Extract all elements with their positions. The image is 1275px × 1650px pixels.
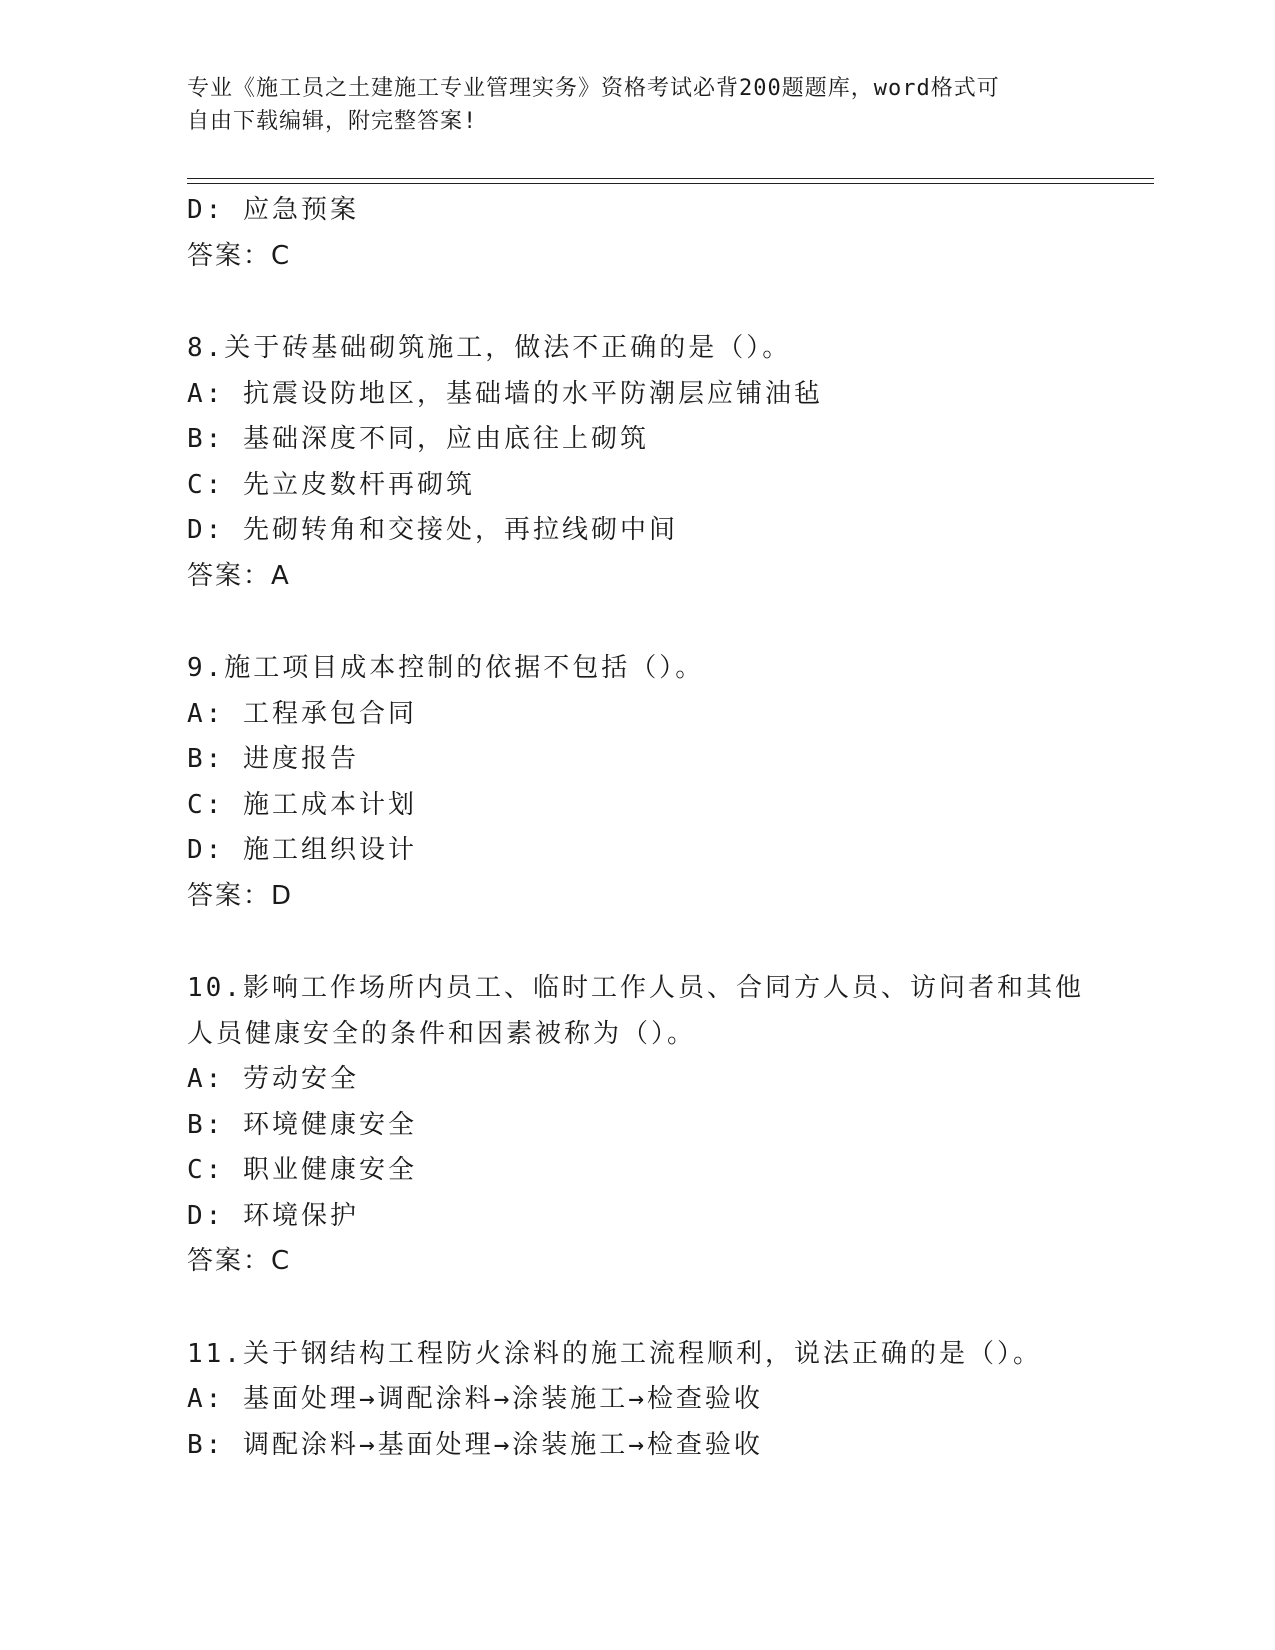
answer: 答案：C [187, 1246, 292, 1276]
header-divider-top [187, 178, 1154, 179]
option-a: A: 抗震设防地区，基础墙的水平防潮层应铺油毡 [187, 378, 823, 409]
option-b: B: 基础深度不同，应由底往上砌筑 [187, 424, 649, 454]
fragment-answer: 答案：C [187, 240, 292, 271]
answer: 答案：D [187, 880, 294, 911]
question-stem: 8.关于砖基础砌筑施工，做法不正确的是（）。 [187, 333, 792, 363]
question-stem-line-2: 人员健康安全的条件和因素被称为（）。 [187, 1018, 697, 1049]
option-b: B: 调配涂料→基面处理→涂装施工→检查验收 [187, 1429, 763, 1460]
header-line-2: 自由下载编辑，附完整答案! [187, 109, 478, 134]
document-header [187, 72, 1087, 138]
question-9 [187, 646, 1147, 919]
question-8 [187, 326, 1147, 599]
option-d: D: 施工组织设计 [187, 835, 417, 865]
header-divider-bottom [187, 183, 1154, 184]
fragment-option-d: D: 应急预案 [187, 195, 359, 225]
option-d: D: 先砌转角和交接处，再拉线砌中间 [187, 515, 678, 545]
header-line-1: 专业《施工员之土建施工专业管理实务》资格考试必背200题题库，word格式可 [187, 76, 1000, 101]
question-11 [187, 1332, 1147, 1469]
option-c: C: 先立皮数杆再砌筑 [187, 469, 475, 500]
option-c: C: 职业健康安全 [187, 1155, 417, 1185]
answer: 答案：A [187, 560, 291, 591]
question-stem: 9.施工项目成本控制的依据不包括（）。 [187, 653, 705, 683]
option-d: D: 环境保护 [187, 1200, 359, 1231]
option-a: A: 基面处理→调配涂料→涂装施工→检查验收 [187, 1384, 763, 1414]
option-a: A: 劳动安全 [187, 1064, 359, 1094]
question-stem-line-1: 10.影响工作场所内员工、临时工作人员、合同方人员、访问者和其他 [187, 973, 1084, 1003]
question-list [187, 188, 1147, 1468]
option-a: A: 工程承包合同 [187, 698, 417, 729]
option-b: B: 环境健康安全 [187, 1109, 417, 1140]
question-10 [187, 966, 1147, 1285]
option-b: B: 进度报告 [187, 744, 359, 774]
question-stem: 11.关于钢结构工程防火涂料的施工流程顺利，说法正确的是（）。 [187, 1338, 1042, 1369]
option-c: C: 施工成本计划 [187, 789, 417, 820]
